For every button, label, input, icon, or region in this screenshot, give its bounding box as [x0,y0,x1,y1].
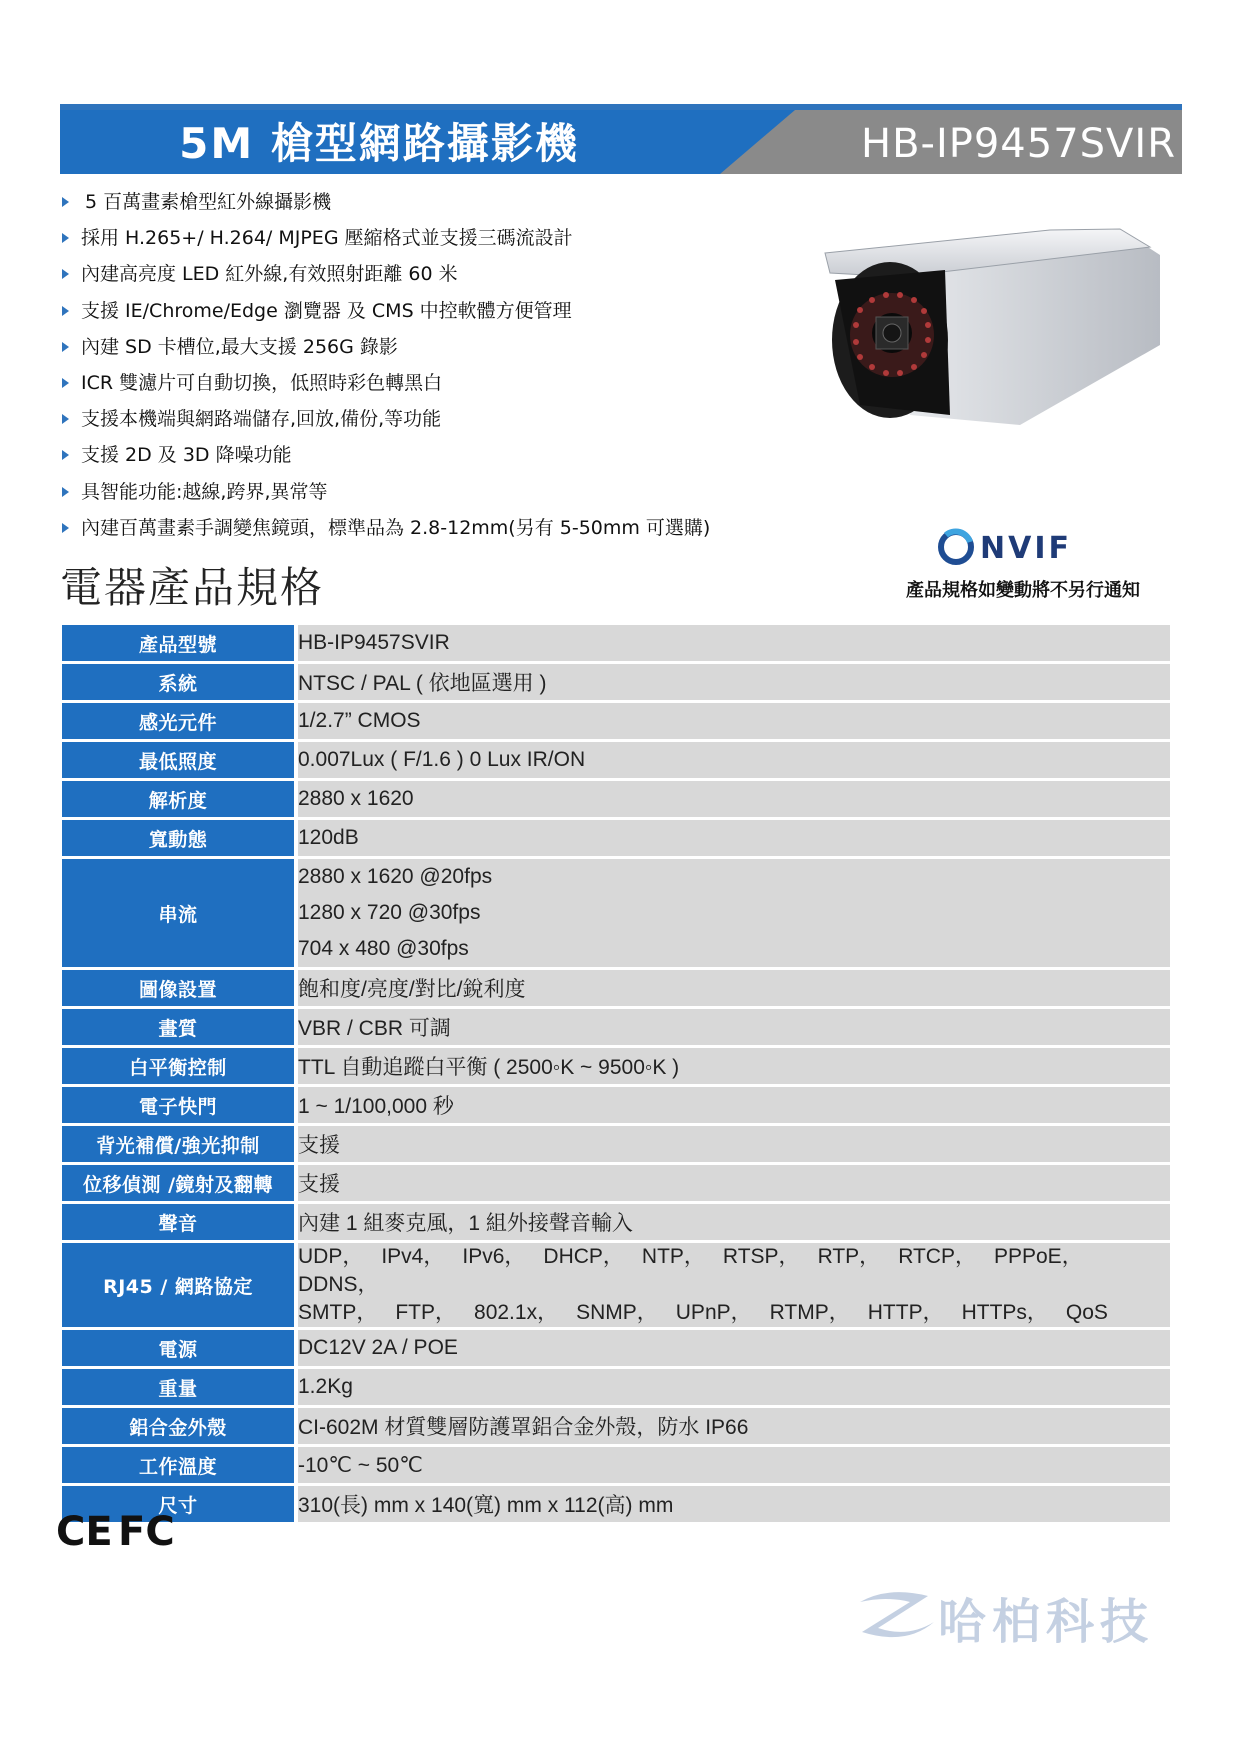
stream-line: 1280 x 720 @30fps [298,901,481,924]
protocol-item: UDP， [298,1245,364,1268]
feature-list [58,184,818,546]
feature-item: 支援本機端與網路端儲存,回放,備份,等功能 [58,401,818,437]
table-row [62,703,1170,739]
spec-label: 最低照度 [62,742,298,778]
spec-value: 1.2Kg [298,1369,1170,1405]
feature-item: 5 百萬畫素槍型紅外線攝影機 [58,184,818,220]
feature-item: 內建高亮度 LED 紅外線,有效照射距離 60 米 [58,256,818,292]
spec-value: 0.007Lux ( F/1.6 ) 0 Lux IR/ON [298,742,1170,778]
spec-value [298,1243,1170,1327]
table-row [62,664,1170,700]
spec-table [62,622,1170,1525]
protocol-item: FTP， [395,1301,457,1324]
protocol-item: UPnP， [675,1301,752,1324]
table-row [62,1447,1170,1483]
protocol-item: RTSP， [722,1245,800,1268]
table-row [62,1204,1170,1240]
feature-item: 具智能功能:越線,跨界,異常等 [58,474,818,510]
spec-value: 2880 x 1620 [298,781,1170,817]
spec-heading: 電器產品規格 [60,563,325,612]
triangle-bullet-icon [62,450,69,460]
protocol-item: RTMP， [769,1301,850,1324]
table-row [62,1330,1170,1366]
spec-value [298,859,1170,967]
triangle-bullet-icon [62,378,69,388]
protocol-item: PPPoE， [993,1245,1083,1268]
table-row [62,1048,1170,1084]
table-row [62,742,1170,778]
triangle-bullet-icon [62,523,69,533]
stream-line: 2880 x 1620 @20fps [298,865,493,888]
spec-label: 解析度 [62,781,298,817]
spec-value: 120dB [298,820,1170,856]
spec-label: 背光補償/強光抑制 [62,1126,298,1162]
spec-value: 1 ~ 1/100,000 秒 [298,1087,1170,1123]
spec-label: 系統 [62,664,298,700]
spec-label: 電子快門 [62,1087,298,1123]
spec-label: 鋁合金外殼 [62,1408,298,1444]
onvif-logo-text: NVIF [980,531,1072,566]
bullet-camera-image [820,225,1165,430]
spec-label: 聲音 [62,1204,298,1240]
spec-change-notice: 產品規格如變動將不另行通知 [906,580,1140,601]
spec-label: RJ45 / 網路協定 [62,1243,298,1327]
spec-value: 飽和度/亮度/對比/銳利度 [298,970,1170,1006]
protocol-item: IPv4， [381,1245,445,1268]
spec-value: 310(長) mm x 140(寬) mm x 112(高) mm [298,1486,1170,1522]
spec-label: 圖像設置 [62,970,298,1006]
spec-value: CI-602M 材質雙層防護罩鋁合金外殼，防水 IP66 [298,1408,1170,1444]
spec-value: 支援 [298,1126,1170,1162]
table-row [62,625,1170,661]
table-row [62,1243,1170,1327]
spec-value: 1/2.7” CMOS [298,703,1170,739]
triangle-bullet-icon [62,197,69,207]
protocol-item: NTP， [641,1245,705,1268]
model-number: HB-IP9457SVIR [860,121,1176,167]
spec-value: TTL 自動追蹤白平衡 ( 2500◦K ~ 9500◦K ) [298,1048,1170,1084]
protocol-item: HTTPs， [961,1301,1048,1324]
triangle-bullet-icon [62,487,69,497]
protocol-item: SNMP， [576,1301,658,1324]
protocol-item: QoS [1065,1301,1108,1324]
spec-label: 畫質 [62,1009,298,1045]
fcc-mark-icon: FC [118,1509,175,1552]
spec-label: 位移偵測 /鏡射及翻轉 [62,1165,298,1201]
page-title: 5M 槍型網路攝影機 [179,119,579,168]
table-row [62,1165,1170,1201]
table-row [62,1126,1170,1162]
protocol-line [298,1243,1170,1299]
table-row [62,970,1170,1006]
certification-marks [56,1508,186,1552]
feature-item: 支援 IE/Chrome/Edge 瀏覽器 及 CMS 中控軟體方便管理 [58,293,818,329]
spec-label: 工作溫度 [62,1447,298,1483]
spec-label: 白平衡控制 [62,1048,298,1084]
protocol-item: DDNS， [298,1273,379,1296]
feature-item: 支援 2D 及 3D 降噪功能 [58,437,818,473]
spec-value: NTSC / PAL ( 依地區選用 ) [298,664,1170,700]
triangle-bullet-icon [62,306,69,316]
table-row [62,1087,1170,1123]
triangle-bullet-icon [62,269,69,279]
stream-line: 704 x 480 @30fps [298,937,469,960]
protocol-item: DHCP， [543,1245,624,1268]
onvif-logo [936,522,1096,572]
protocol-item: HTTP， [867,1301,944,1324]
table-row [62,781,1170,817]
protocol-item: SMTP， [298,1301,378,1324]
table-row [62,1408,1170,1444]
protocol-item: 802.1x， [474,1301,559,1324]
protocol-item: IPv6， [462,1245,526,1268]
feature-item: 內建百萬畫素手調變焦鏡頭，標準品為 2.8-12mm(另有 5-50mm 可選購) [58,510,818,546]
spec-value: -10℃ ~ 50℃ [298,1447,1170,1483]
company-logo-text: 哈柏科技 [938,1594,1155,1650]
table-row [62,1369,1170,1405]
feature-item: 內建 SD 卡槽位,最大支援 256G 錄影 [58,329,818,365]
table-row [62,1009,1170,1045]
feature-item: ICR 雙濾片可自動切換，低照時彩色轉黑白 [58,365,818,401]
protocol-item: RTCP， [898,1245,976,1268]
spec-label: 產品型號 [62,625,298,661]
spec-value: VBR / CBR 可調 [298,1009,1170,1045]
spec-label: 重量 [62,1369,298,1405]
spec-value: 支援 [298,1165,1170,1201]
table-row [62,820,1170,856]
triangle-bullet-icon [62,233,69,243]
spec-label: 尺寸 [62,1486,298,1522]
spec-label: 串流 [62,859,298,967]
feature-item: 採用 H.265+/ H.264/ MJPEG 壓縮格式並支援三碼流設計 [58,220,818,256]
spec-label: 感光元件 [62,703,298,739]
triangle-bullet-icon [62,414,69,424]
table-row [62,1486,1170,1522]
spec-label: 電源 [62,1330,298,1366]
table-row [62,859,1170,967]
protocol-line [298,1299,1170,1327]
spec-value: HB-IP9457SVIR [298,625,1170,661]
triangle-bullet-icon [62,342,69,352]
spec-value: 內建 1 組麥克風，1 組外接聲音輸入 [298,1204,1170,1240]
spec-value: DC12V 2A / POE [298,1330,1170,1366]
spec-label: 寬動態 [62,820,298,856]
protocol-item: RTP， [817,1245,881,1268]
ce-mark-icon: CE [56,1509,113,1552]
